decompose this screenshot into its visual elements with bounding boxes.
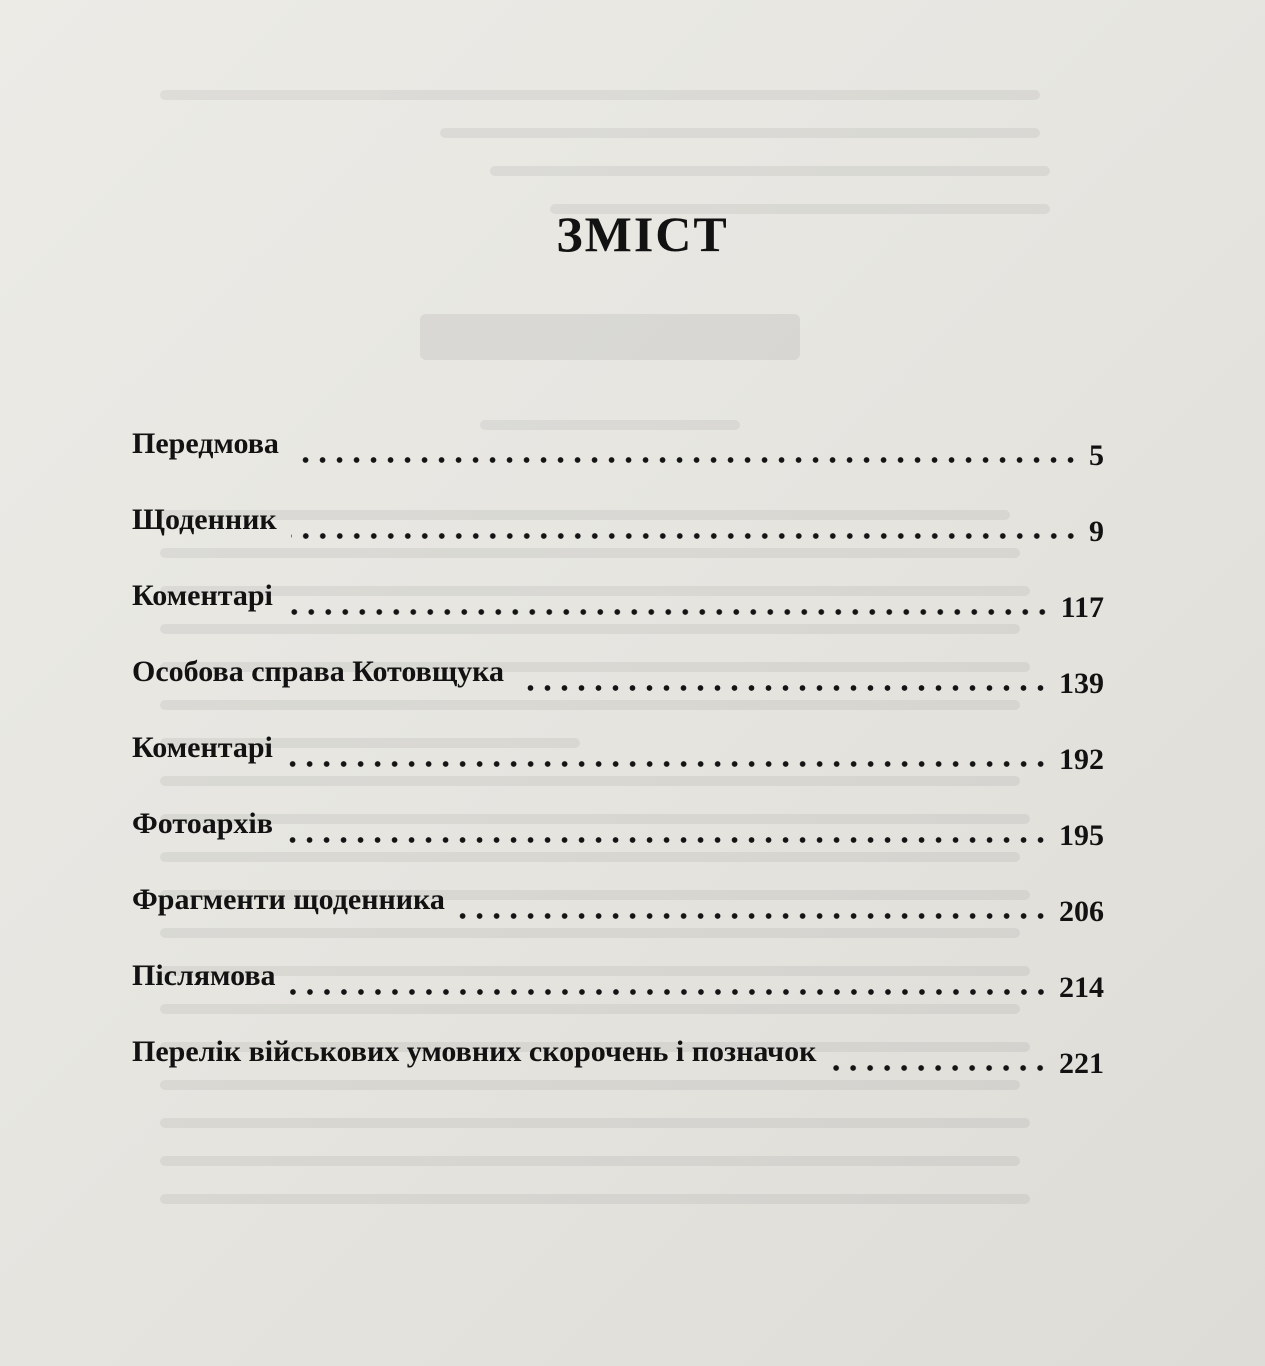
table-of-contents <box>132 395 1104 1079</box>
toc-entry-page: 195 <box>1059 819 1104 852</box>
toc-entry[interactable] <box>132 1003 1104 1079</box>
toc-entry-title: Перелік військових умовних скорочень і позначок <box>132 1035 817 1068</box>
dot-leader <box>287 609 1051 615</box>
toc-entry[interactable] <box>132 623 1104 699</box>
toc-entry-page: 221 <box>1059 1047 1104 1080</box>
toc-entry-title: Коментарі <box>132 731 273 764</box>
toc-entry-title: Передмова <box>132 427 279 460</box>
toc-entry-page: 214 <box>1059 971 1104 1004</box>
toc-entry[interactable] <box>132 775 1104 851</box>
toc-entry-title: Фотоархів <box>132 807 273 840</box>
toc-entry-page: 206 <box>1059 895 1104 928</box>
toc-entry[interactable] <box>132 547 1104 623</box>
toc-entry-page: 117 <box>1060 591 1104 624</box>
dot-leader <box>293 457 1079 463</box>
toc-entry-title: Післямова <box>132 959 276 992</box>
dot-leader <box>518 685 1049 691</box>
toc-entry[interactable] <box>132 395 1104 471</box>
dot-leader <box>290 989 1049 995</box>
toc-entry-title: Щоденник <box>132 503 277 536</box>
dot-leader <box>291 533 1079 539</box>
toc-entry[interactable] <box>132 851 1104 927</box>
toc-entry[interactable] <box>132 699 1104 775</box>
toc-entry-title: Коментарі <box>132 579 273 612</box>
toc-entry-page: 139 <box>1059 667 1104 700</box>
toc-entry[interactable] <box>132 471 1104 547</box>
toc-entry-page: 192 <box>1059 743 1104 776</box>
toc-entry[interactable] <box>132 927 1104 1003</box>
dot-leader <box>287 761 1049 767</box>
dot-leader <box>287 837 1049 843</box>
toc-entry-page: 5 <box>1089 439 1104 472</box>
dot-leader <box>830 1065 1049 1071</box>
toc-entry-title: Особова справа Котовщука <box>132 655 505 688</box>
toc-entry-page: 9 <box>1089 515 1104 548</box>
toc-entry-title: Фрагменти щоденника <box>132 883 445 916</box>
toc-heading: ЗМІСТ <box>556 206 729 262</box>
dot-leader <box>459 913 1049 919</box>
